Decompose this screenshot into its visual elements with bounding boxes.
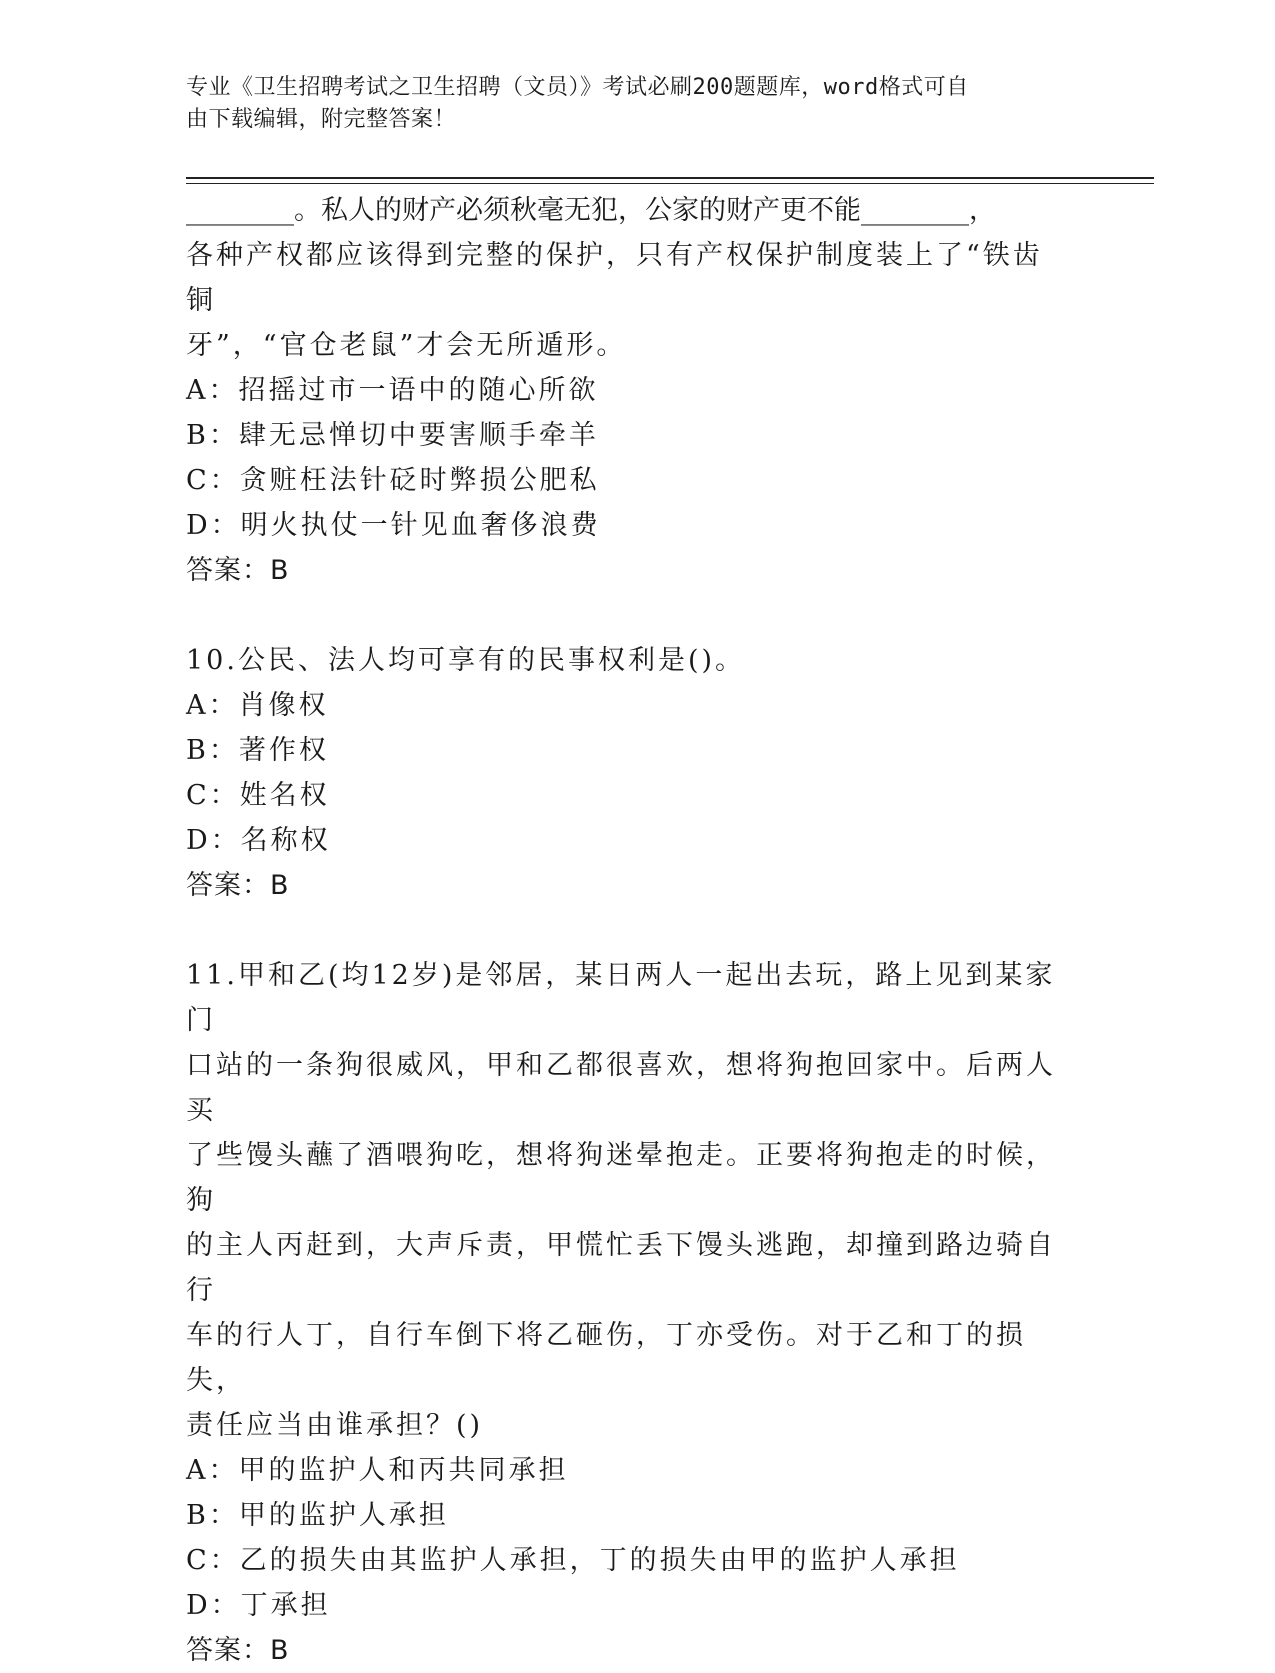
question-10 [186, 638, 1066, 908]
header-line-2: 由下载编辑，附完整答案！ [186, 107, 457, 132]
question-spacer [186, 908, 1066, 953]
question-11-option-c: C：乙的损失由其监护人承担，丁的损失由甲的监护人承担 [186, 1545, 960, 1576]
question-content [186, 188, 1066, 1673]
question-11-answer: 答案：B [186, 1635, 290, 1666]
question-spacer [186, 593, 1066, 638]
question-9-stem-line-3: 牙”，“官仓老鼠”才会无所遁形。 [186, 330, 627, 361]
question-10-option-a: A：肖像权 [186, 690, 329, 721]
question-11-stem-line-2: 口站的一条狗很威风，甲和乙都很喜欢，想将狗抱回家中。后两人买 [186, 1050, 1056, 1126]
question-10-option-c: C：姓名权 [186, 780, 330, 811]
question-9-stem-line-1: ________。私人的财产必须秋毫无犯，公家的财产更不能________， [186, 195, 996, 226]
question-11-stem-line-6: 责任应当由谁承担？() [186, 1410, 484, 1441]
question-10-answer: 答案：B [186, 870, 290, 901]
header-divider-thin [186, 183, 1154, 184]
question-9 [186, 188, 1066, 593]
question-11-option-d: D：丁承担 [186, 1590, 331, 1621]
document-header [186, 72, 1066, 136]
question-11 [186, 953, 1066, 1673]
question-11-stem-line-4: 的主人丙赶到，大声斥责，甲慌忙丢下馒头逃跑，却撞到路边骑自行 [186, 1230, 1056, 1306]
question-10-stem-line-1: 10.公民、法人均可享有的民事权利是()。 [186, 645, 746, 676]
question-11-stem-line-3: 了些馒头蘸了酒喂狗吃，想将狗迷晕抱走。正要将狗抱走的时候，狗 [186, 1140, 1056, 1216]
question-10-option-b: B：著作权 [186, 735, 329, 766]
question-10-option-d: D：名称权 [186, 825, 331, 856]
question-9-stem-line-2: 各种产权都应该得到完整的保护，只有产权保护制度装上了“铁齿铜 [186, 240, 1043, 316]
header-line-1: 专业《卫生招聘考试之卫生招聘（文员）》考试必刷200题题库，word格式可自 [186, 75, 969, 100]
question-9-option-c: C：贪赃枉法针砭时弊损公肥私 [186, 465, 600, 496]
question-11-option-b: B：甲的监护人承担 [186, 1500, 449, 1531]
question-9-option-b: B：肆无忌惮切中要害顺手牵羊 [186, 420, 599, 451]
question-9-option-a: A：招摇过市一语中的随心所欲 [186, 375, 599, 406]
header-divider-thick [186, 177, 1154, 179]
question-9-answer: 答案：B [186, 555, 290, 586]
question-11-stem-line-1: 11.甲和乙(均12岁)是邻居，某日两人一起出去玩，路上见到某家门 [186, 960, 1056, 1036]
question-11-stem-line-5: 车的行人丁，自行车倒下将乙砸伤，丁亦受伤。对于乙和丁的损失， [186, 1320, 1026, 1396]
question-9-option-d: D：明火执仗一针见血奢侈浪费 [186, 510, 601, 541]
question-11-option-a: A：甲的监护人和丙共同承担 [186, 1455, 569, 1486]
